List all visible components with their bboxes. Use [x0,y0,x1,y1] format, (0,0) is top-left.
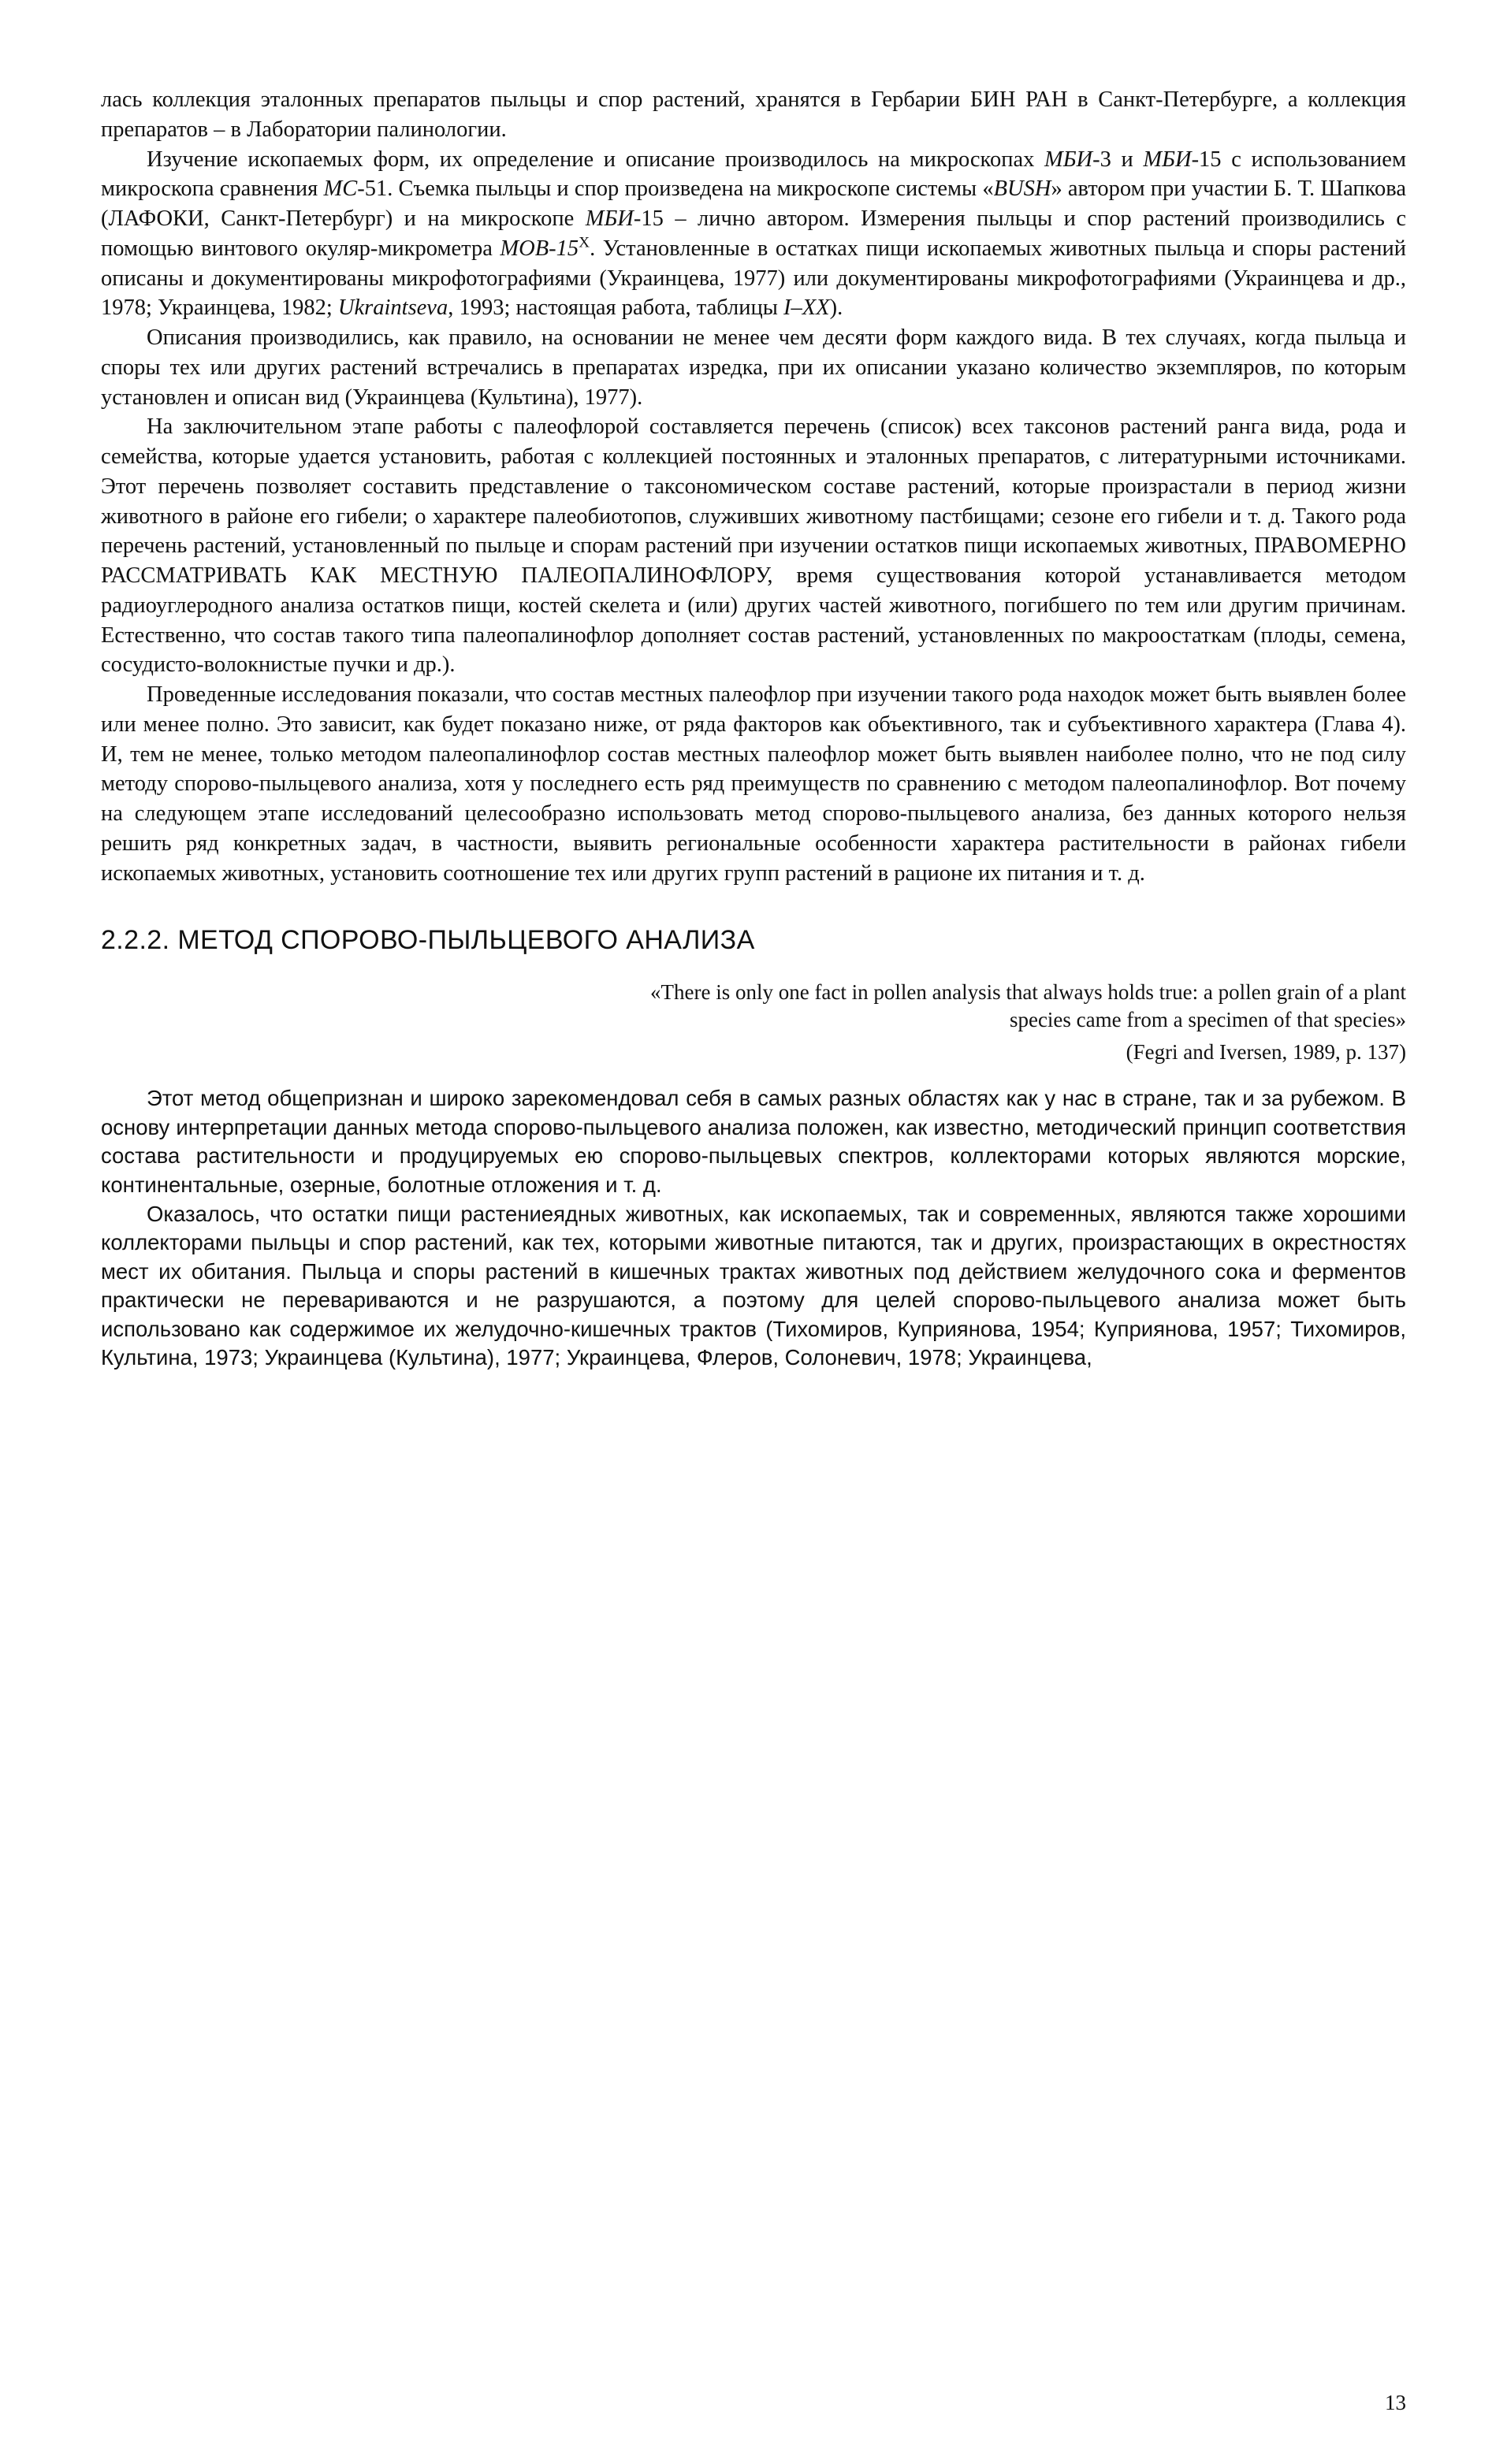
instrument-name-ms: МС [323,177,358,202]
text-run: На заключительном этапе работы с палеофлорой составляется перечень (список) всех таксонов растений ранга вида, рода и семейства, которые удается установить, работая с коллекцией постоянных и эталонных препаратов, с литературными источниками. Этот перечень позволяет составить представление о таксономическом составе растений, которые произрастали в период жизни животного в районе его гибели; о характере палеобиотопов, служивших животному пастбищами; сезоне его гибели и т. д. Такого рода перечень растений, установленный по пыльце и спорам растений при изучении остатков пищи ископаемых животных, [101,414,1406,559]
text-run: » автором при участии Б. Т. Шапкова (ЛАФОКИ, Санкт-Петербург) и на микроскопе [101,177,1406,231]
citation-ukraintseva-latin: Ukraintseva [337,295,448,321]
paragraph-research-results: Проведенные исследования показали, что состав местных палеофлор при изучении такого рода находок может быть выявлен более или менее полно. Это зависит, как будет показано ниже, от ряда факторов как объективного, так и субъективного характера (Глава 4). И, тем не менее, только методом палеопалинофлор состав местных палеофлор может быть выявлен наиболее полно, что не под силу методу спорово-пыльцевого анализа, хотя у последнего есть ряд преимуществ по сравнению с методом палеопалинофлор. Вот почему на следующем этапе исследований целесообразно использовать метод спорово-пыльцевого анализа, без данных которого нельзя решить ряд конкретных задач, в частности, выявить региональные особенности характера растительности в районах гибели ископаемых животных, установить соотношение тех или других групп растений в рационе их питания и т. д. [101,682,1406,886]
page-body [101,85,1406,1373]
text-run: . Установленные в остатках пищи ископаемых животных пыльца и споры растений описаны и документированы микрофотографиями (Украинцева, 1977) или документированы микрофотографиями (Украинцева и др., 1978; Украинцева, 1982; [101,236,1406,321]
epigraph-line-2: species came from a specimen of that species» [1009,1008,1406,1032]
text-run: , 1993; настоящая работа, таблицы [448,295,784,321]
text-run: , время существования которой устанавливается методом радиоуглеродного анализа остатков пищи, костей скелета и (или) других частей животного, погибшего по тем или другим причинам. Естественно, что состав такого типа палеопалинофлор дополняет состав растений, установленных по макроостаткам (плоды, семена, сосудисто-волокнистые пучки и др.). [101,563,1406,678]
plate-range: I–XX [783,295,830,321]
page-number: 13 [1385,2391,1406,2414]
instrument-name-mov: МОВ [500,236,549,261]
epigraph-source: (Fegri and Iversen, 1989, p. 137) [1126,1040,1406,1065]
text-run: Изучение ископаемых форм, их определение и описание производилось на микроскопах [147,147,1044,172]
paragraph-block-2 [101,145,1406,324]
superscript-marker: X [579,234,590,251]
paragraph-continuation: лась коллекция эталонных препаратов пыльцы и спор растений, хранятся в Гербарии БИН РАН в Санкт-Петербурге, а коллекция препаратов – в Лаборатории палинологии. [101,87,1406,142]
epigraph-quote [101,979,1406,1034]
paragraph-method-recognized: Этот метод общепризнан и широко зарекомендовал себя в самых разных областях как у нас в стране, так и за рубежом. В основу интерпретации данных метода спорово-пыльцевого анализа положен, как известно, методический принцип соответствия состава растительности и продуцируемых ею спорово-пыльцевых спектров, коллекторами которых являются морские, континентальные, озерные, болотные отложения и т. д. [101,1086,1406,1197]
instrument-name-mbi3: МБИ [1044,147,1093,172]
paragraph-microscopes [101,145,1406,324]
text-run: -15 – лично автором. Измерения пыльцы и спор растений производились с помощью винтового окуляр-микрометра [101,206,1406,261]
text-run: -3 и [1092,147,1144,172]
instrument-name-mbi15: МБИ [1143,147,1192,172]
instrument-suffix: -15 [549,236,579,261]
paragraph-block-5 [101,680,1406,888]
emphasized-statement: ПРАВОМЕРНО РАССМАТРИВАТЬ КАК МЕСТНУЮ ПАЛЕОПАЛИНОФЛОРУ [101,533,1406,588]
instrument-name-mbi15b: МБИ [585,206,634,231]
text-run: -15 с использованием микроскопа сравнения [101,147,1406,202]
paragraph-block-4 [101,412,1406,680]
instrument-name-bush: BUSH [993,177,1051,202]
paragraph-block-1 [101,85,1406,145]
epigraph-line-1: «There is only one fact in pollen analysis that always holds true: a pollen grain of a plant [650,980,1406,1005]
page-title: 2.2.2. МЕТОД СПОРОВО-ПЫЛЬЦЕВОГО АНАЛИЗА [101,925,755,956]
text-run: ). [829,295,843,321]
section-body [101,1084,1406,1373]
text-run: -51. Съемка пыльцы и спор произведена на микроскопе системы « [357,177,994,202]
paragraph-paleoflora [101,412,1406,680]
paragraph-descriptions: Описания производились, как правило, на основании не менее чем десяти форм каждого вида. В тех случаях, когда пыльца и споры тех или других растений встречались в препаратах изредка, при их описании указано количество экземпляров, по которым установлен и описан вид (Украинцева (Культина), 1977). [101,325,1406,410]
paragraph-block-3 [101,323,1406,412]
paragraph-food-remains: Оказалось, что остатки пищи растениеядных животных, как ископаемых, так и современных, являются также хорошими коллекторами пыльцы и спор растений, как тех, которыми животные питаются, так и других, произрастающих в окрестностях мест их обитания. Пыльца и споры растений в кишечных трактах животных под действием желудочного сока и ферментов практически не перевариваются и не разрушаются, а поэтому для целей спорово-пыльцевого анализа может быть использовано как содержимое их желудочно-кишечных трактов (Тихомиров, Куприянова, 1954; Куприянова, 1957; Тихомиров, Культина, 1973; Украинцева (Культина), 1977; Украинцева, Флеров, Солоневич, 1978; Украинцева, [101,1201,1406,1370]
